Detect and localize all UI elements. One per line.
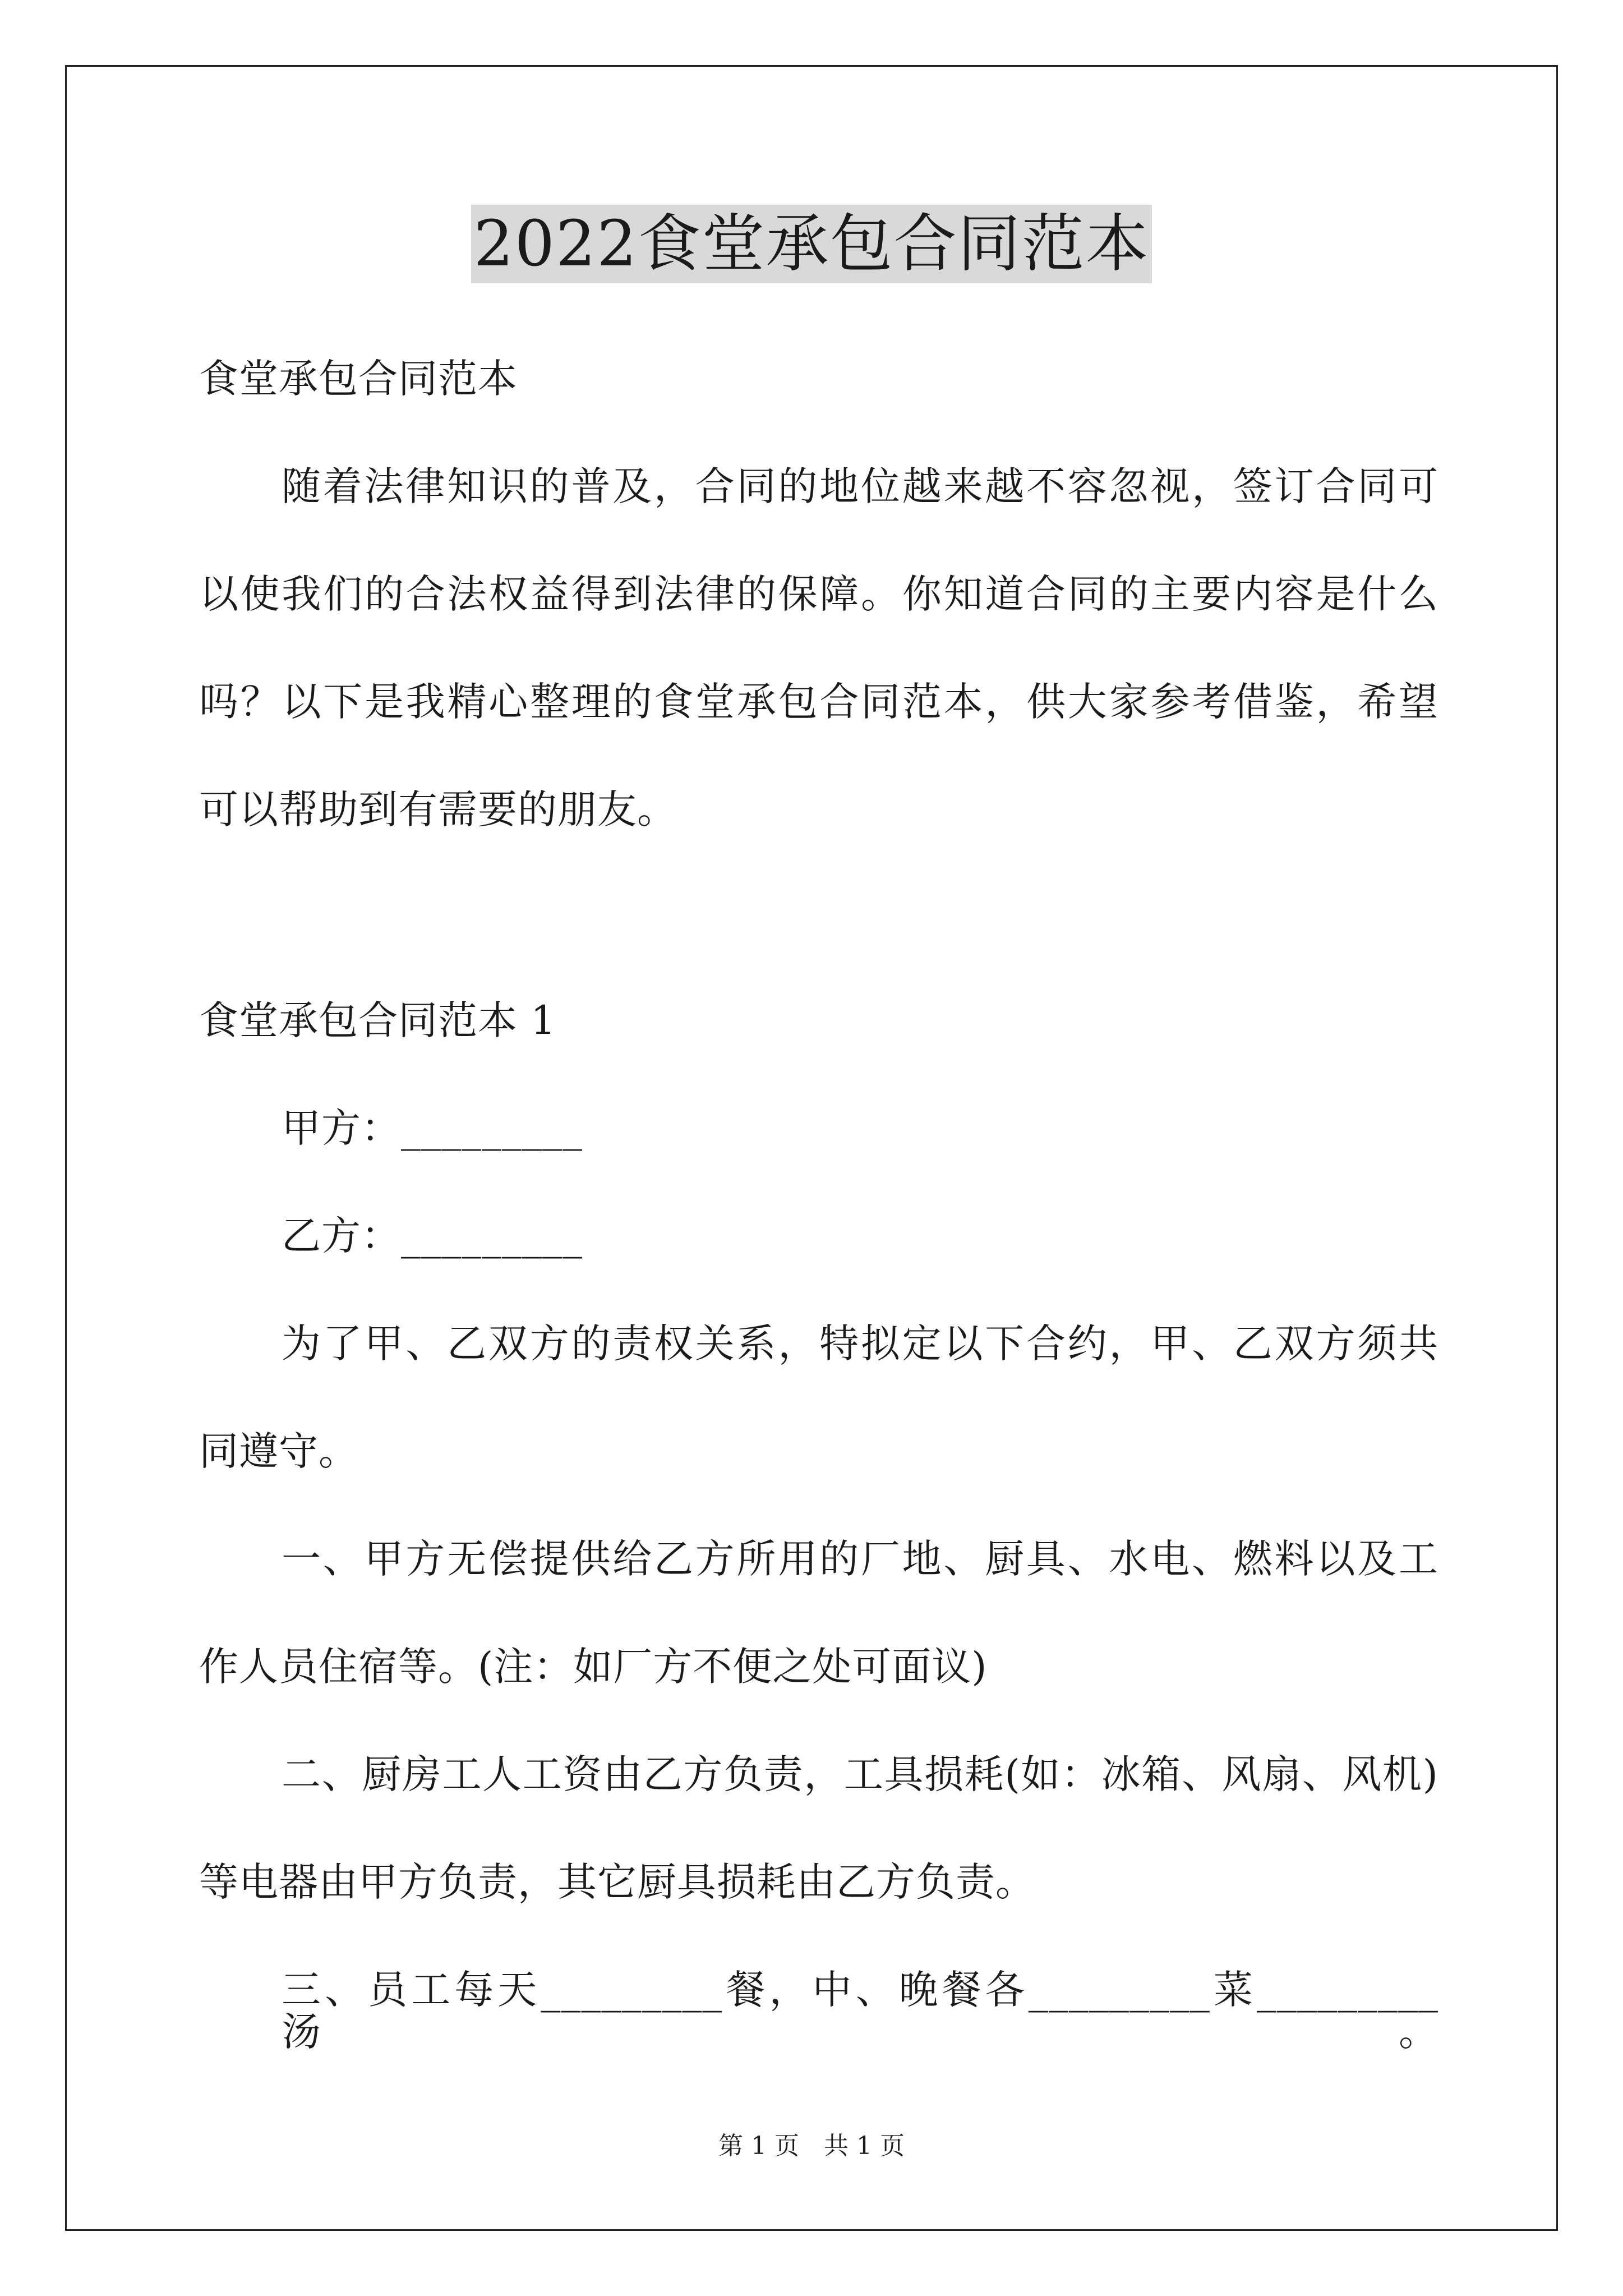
title-container [0,205,1623,283]
purpose-line-2: 同遵守。 [199,1428,358,1474]
clause-2-line-2: 等电器由甲方负责，其它厨具损耗由乙方负责。 [199,1859,1035,1905]
clause-1-line-1: 一、甲方无偿提供给乙方所用的厂地、厨具、水电、燃料以及工 [282,1536,1438,1582]
clause-2-line-1: 二、厨房工人工资由乙方负责，工具损耗(如：冰箱、风扇、风机) [282,1751,1438,1797]
clause-3-line: 三、员工每天_________餐，中、晚餐各_________菜_________汤。 [282,1967,1438,2055]
purpose-line-1: 为了甲、乙双方的责权关系，特拟定以下合约，甲、乙双方须共 [282,1320,1438,1366]
section-title: 食堂承包合同范本 1 [199,997,556,1043]
party-b-line: 乙方：_________ [282,1213,583,1259]
subtitle: 食堂承包合同范本 [199,356,518,402]
page-footer: 第 1 页 共 1 页 [718,2132,905,2160]
intro-line-2: 以使我们的合法权益得到法律的保障。你知道合同的主要内容是什么 [199,571,1438,617]
clause-1-line-2: 作人员住宿等。(注：如厂方不便之处可面议) [199,1644,988,1690]
intro-line-3: 吗？以下是我精心整理的食堂承包合同范本，供大家参考借鉴，希望 [199,679,1438,725]
document-title: 2022食堂承包合同范本 [471,205,1151,283]
party-a-line: 甲方：_________ [282,1105,583,1151]
intro-line-1: 随着法律知识的普及，合同的地位越来越不容忽视，签订合同可 [282,463,1438,509]
intro-line-4: 可以帮助到有需要的朋友。 [199,786,677,832]
